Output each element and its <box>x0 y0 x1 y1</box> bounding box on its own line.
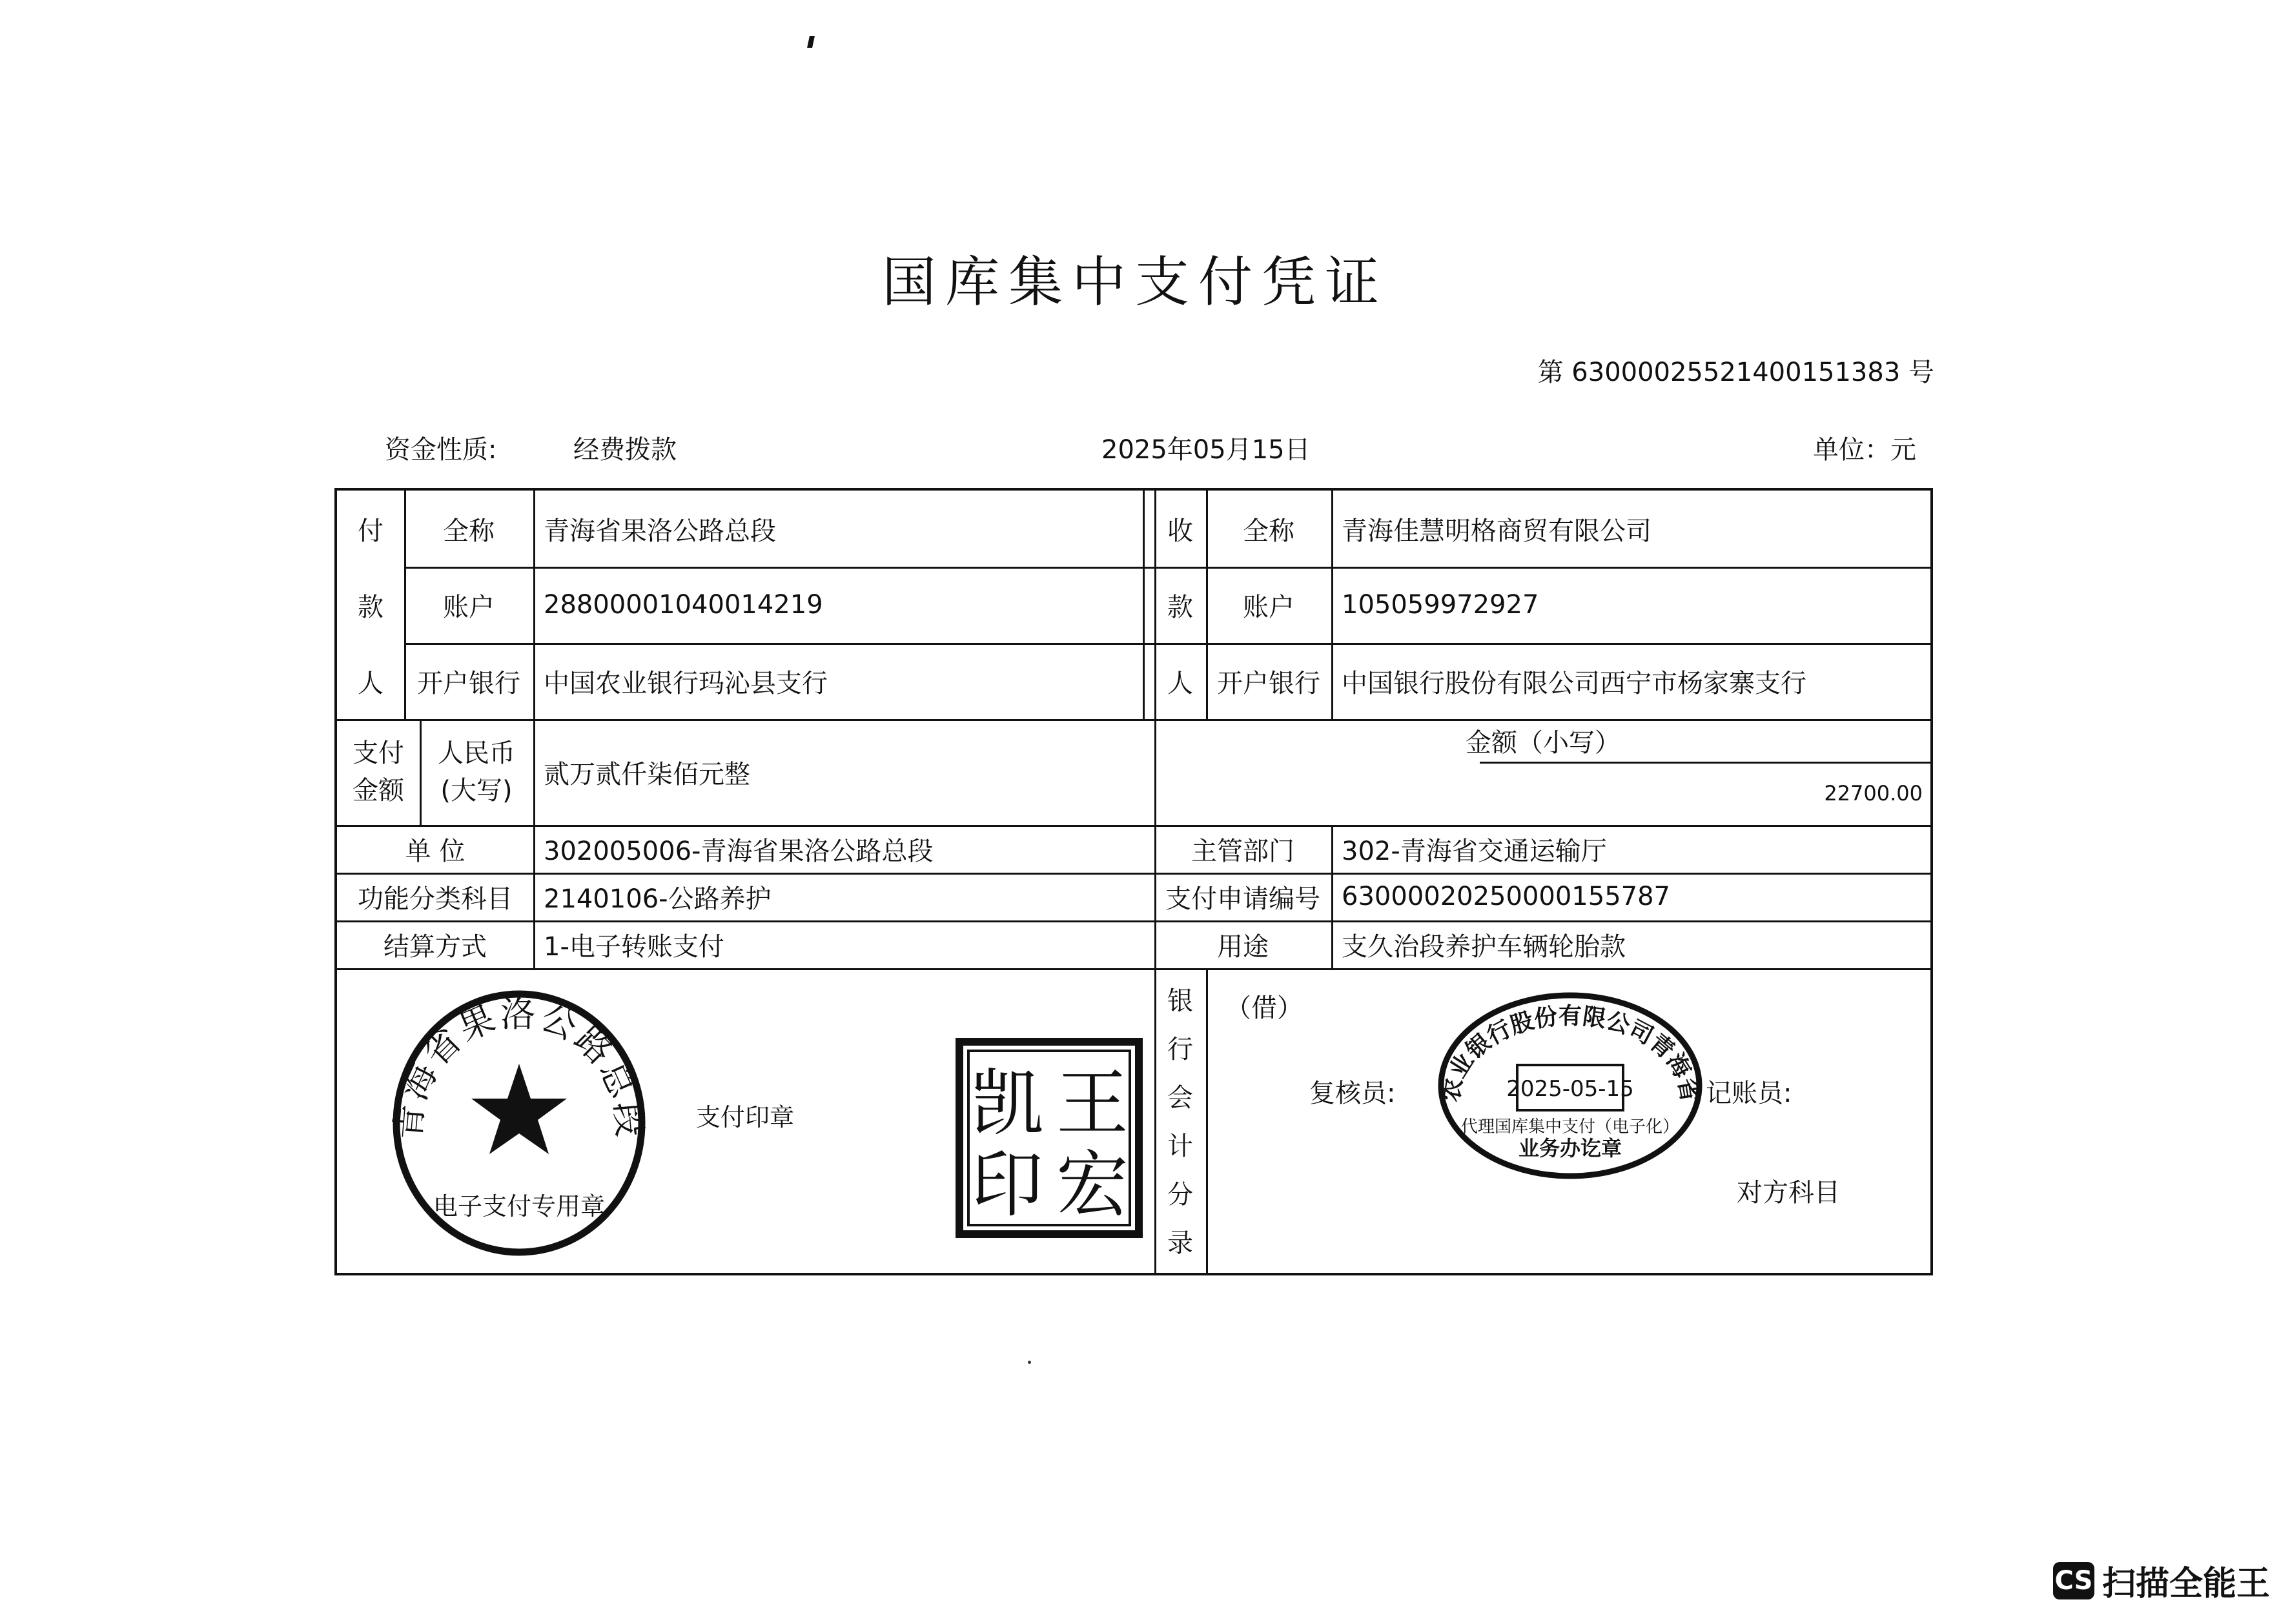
unit-row-label: 单 位 <box>405 836 465 866</box>
svg-text:凯: 凯 <box>971 1062 1043 1146</box>
dept-label: 主管部门 <box>1191 836 1294 866</box>
svg-text:宏: 宏 <box>1056 1143 1129 1227</box>
amount-small-value: 22700.00 <box>1824 781 1923 806</box>
payee-bank-label: 开户银行 <box>1217 668 1320 698</box>
payer-bank-value: 中国农业银行玛沁县支行 <box>544 668 828 698</box>
bank-accounting-entry-label: 银 行 会 计 分 录 <box>1167 986 1193 1258</box>
payee-side-label: 收 款 人 <box>1167 516 1193 698</box>
voucher-date: 2025年05月15日 <box>1101 435 1311 465</box>
document-title: 国库集中支付凭证 <box>881 250 1388 314</box>
fund-nature-label: 资金性质: <box>385 435 497 465</box>
reviewer-label: 复核员: <box>1309 1079 1396 1108</box>
bank-business-seal <box>1435 989 1706 1185</box>
fund-nature-value: 经费拨款 <box>573 435 677 465</box>
amount-small-label: 金额（小写） <box>1466 727 1621 758</box>
payer-account-value: 28800001040014219 <box>544 590 823 620</box>
apply-number-label: 支付申请编号 <box>1165 884 1320 914</box>
payee-bank-value: 中国银行股份有限公司西宁市杨家寨支行 <box>1342 668 1806 698</box>
payer-bank-label: 开户银行 <box>417 668 520 698</box>
payer-account-label: 账户 <box>443 592 495 622</box>
cs-badge-icon: CS <box>2053 1562 2094 1599</box>
payer-name-value: 青海省果洛公路总段 <box>544 516 776 546</box>
payee-account-value: 105059972927 <box>1342 590 1539 620</box>
svg-text:王: 王 <box>1056 1062 1129 1146</box>
payment-seal-label: 支付印章 <box>696 1103 795 1132</box>
settlement-value: 1-电子转账支付 <box>544 931 724 962</box>
purpose-value: 支久治段养护车辆轮胎款 <box>1342 931 1626 962</box>
function-class-label: 功能分类科目 <box>358 884 513 914</box>
svg-text:2025-05-15: 2025-05-15 <box>1506 1076 1634 1102</box>
watermark-text: 扫描全能王 <box>2101 1565 2270 1603</box>
settlement-label: 结算方式 <box>383 931 487 962</box>
svg-text:代理国库集中支付（电子化）: 代理国库集中支付（电子化） <box>1460 1117 1680 1137</box>
scanner-watermark <box>2053 1556 2270 1605</box>
rmb-uppercase-label: 人民币 (大写) <box>438 738 515 806</box>
dept-value: 302-青海省交通运输厅 <box>1342 836 1607 866</box>
voucher-form <box>334 488 1933 1275</box>
svg-text:中国农业银行股份有限公司青海省分行: 农业银行股份有限公司青海省 <box>1437 1003 1703 1104</box>
svg-text:业务办讫章: 业务办讫章 <box>1518 1136 1622 1161</box>
payer-side-label: 付 款 人 <box>358 516 383 698</box>
payment-amount-label: 支付 金额 <box>353 738 404 806</box>
scan-dot <box>1028 1361 1031 1364</box>
unit-row-value: 302005006-青海省果洛公路总段 <box>544 836 934 866</box>
purpose-label: 用途 <box>1217 931 1269 962</box>
personal-name-seal <box>956 1038 1143 1241</box>
apply-number-value: 63000020250000155787 <box>1342 882 1670 911</box>
payee-name-value: 青海佳慧明格商贸有限公司 <box>1342 516 1651 546</box>
unit-label: 单位：元 <box>1813 435 1916 465</box>
svg-text:青海省果洛公路总段: 青海省果洛公路总段 <box>390 994 648 1141</box>
payee-account-label: 账户 <box>1243 592 1294 622</box>
function-class-value: 2140106-公路养护 <box>544 884 772 914</box>
debit-label: （借） <box>1225 993 1303 1023</box>
svg-text:印: 印 <box>971 1143 1043 1227</box>
round-payment-seal <box>390 988 648 1261</box>
amount-in-words: 贰万贰仟柒佰元整 <box>544 759 750 789</box>
payee-name-label: 全称 <box>1243 516 1294 546</box>
tick-mark <box>807 36 815 48</box>
payer-name-label: 全称 <box>443 516 495 546</box>
counter-account-label: 对方科目 <box>1737 1178 1840 1208</box>
svg-text:电子支付专用章: 电子支付专用章 <box>433 1192 606 1221</box>
voucher-number: 第 63000025521400151383 号 <box>1537 358 1934 387</box>
bookkeeper-label: 记账员: <box>1706 1079 1792 1108</box>
